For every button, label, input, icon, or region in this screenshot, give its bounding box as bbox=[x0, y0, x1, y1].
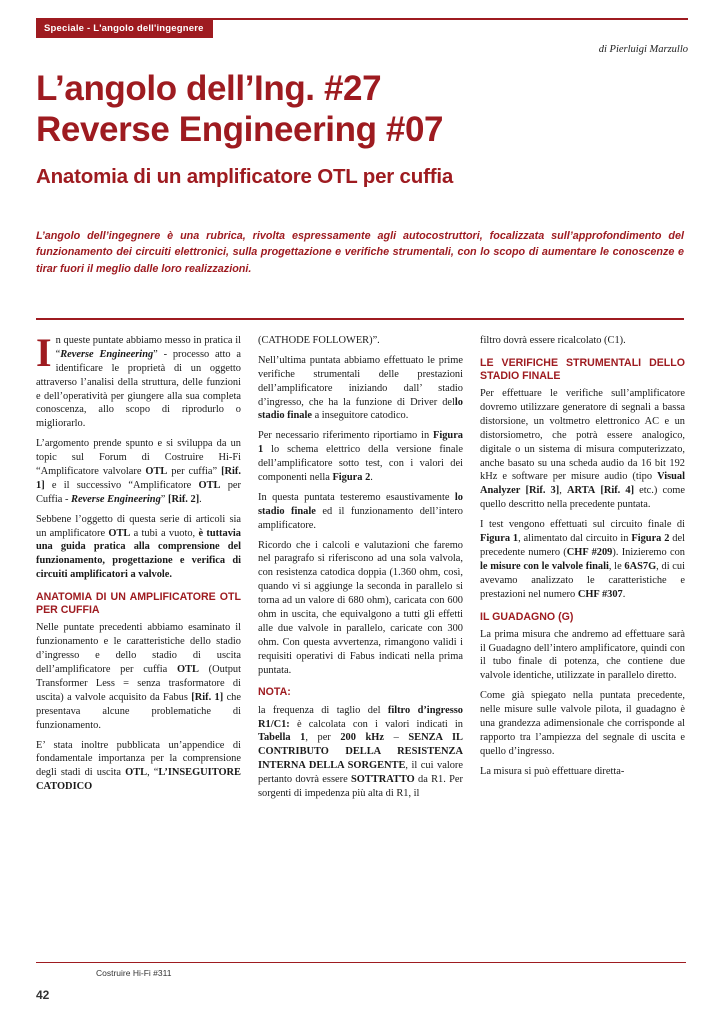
paragraph: La prima misura che andremo ad effettuare sarà il Guadagno dell’intero amplificatore, quindi con il tubo finale di potenza, che contiene due valvole identiche, utilizzate in parallelo diretto. bbox=[480, 628, 685, 682]
paragraph: filtro dovrà essere ricalcolato (C1). bbox=[480, 335, 626, 346]
author-byline: di Pierluigi Marzullo bbox=[598, 44, 688, 55]
paragraph: L’argomento prende spunto e si sviluppa da un topic sul Forum di Costruire Hi-Fi “Amplificatore valvolare OTL per cuffia” [Rif. 1] e il successivo “Amplificatore OTL per Cuffia - Reverse Engineering” [Rif. 2]. bbox=[36, 438, 241, 505]
magazine-name: Costruire Hi-Fi #311 bbox=[96, 968, 172, 978]
paragraph: Nell’ultima puntata abbiamo effettuato le prime verifiche strumentali delle prestazioni dell’amplificatore iniziando dall’ stadio d’ingresso, che ha la funzione di Driver dello stadio finale a inseguitore catodico. bbox=[258, 354, 463, 422]
page-left-margin bbox=[0, 0, 10, 1024]
paragraph-text: n queste puntate abbiamo messo in pratica il “Reverse Engineering” - processo atto a identificare le proprietà di un oggetto attraverso l’analisi della struttura, delle funzioni e dell’operatività per giungere alla sua completa conoscenza, allo scopo di riprodurlo o migliorarlo. bbox=[36, 335, 241, 430]
paragraph: Per effettuare le verifiche sull’amplificatore dovremo utilizzare generatore di segnali a bassa distorsione, un voltmetro elettronico AC e un distorsiometro, che potrà essere analogico, digitale o un sistema di misura computerizzato, anche basato su una scheda audio da 16 bit 192 kHz e software per misure audio (tipo Visual Analyzer [Rif. 3], ARTA [Rif. 4] etc.) come quello descritto nella precedente puntata. bbox=[480, 388, 685, 511]
column-3 bbox=[480, 334, 685, 956]
title-block bbox=[36, 68, 688, 189]
page-title-line-1: L’angolo dell’Ing. #27 bbox=[36, 69, 382, 108]
section-heading-anatomia: ANATOMIA DI UN AMPLIFICATORE OTL PER CUFFIA bbox=[36, 591, 241, 617]
paragraph: La misura si può effettuare diretta- bbox=[480, 765, 625, 777]
paragraph: In questa puntata testeremo esaustivamente lo stadio finale ed il funzionamento dell’intero amplificatore. bbox=[258, 491, 463, 531]
header-rule bbox=[36, 18, 688, 20]
paragraph: (CATHODE FOLLOWER)”. bbox=[258, 335, 380, 346]
column-1 bbox=[36, 330, 242, 956]
page-header bbox=[36, 18, 688, 40]
standfirst-text: L’angolo dell’ingegnere è una rubrica, rivolta espressamente agli autocostruttori, focalizzata sull’approfondimento del funzionamento dei circuiti elettronici, sulla progettazione e verifiche strumentali, con lo scopo di aumentare le conoscenze e tirar fuori il meglio dalle loro realizzazioni. bbox=[36, 230, 684, 275]
page-number: 42 bbox=[36, 988, 50, 1002]
paragraph: Come già spiegato nella puntata precedente, nelle misure sulle valvole pilota, il guadagno è una grandezza adimensionale che corrisponde al rapporto tra l’ampiezza del segnale di uscita e quello d’ingresso. bbox=[480, 690, 685, 757]
paragraph: Per necessario riferimento riportiamo in Figura 1 lo schema elettrico della versione finale dell’amplificatore sotto test, con i valori dei componenti nella Figura 2. bbox=[258, 430, 463, 484]
paragraph: la frequenza di taglio del filtro d’ingresso R1/C1: è calcolata con i valori indicati in Tabella 1, per 200 kHz – SENZA IL CONTRIBUTO DELLA RESISTENZA INTERNA DELLA SORGENTE, il cui valore pertanto dovrà essere SOTTRATTO da R1. Per sorgenti di impedenza più alta di R1, il bbox=[258, 704, 463, 799]
column-2 bbox=[258, 334, 463, 956]
section-kicker: Speciale - L'angolo dell'ingegnere bbox=[36, 19, 213, 38]
section-heading-guadagno: IL GUADAGNO (G) bbox=[480, 610, 574, 623]
section-heading-verifiche: LE VERIFICHE STRUMENTALI DELLO STADIO FINALE bbox=[480, 356, 685, 383]
paragraph: Ricordo che i calcoli e valutazioni che faremo nel paragrafo si riferiscono ad una sola valvola, con resistenza catodica doppia (1.360 ohm, così, quando vi si aggiunge la seconda in parallelo si torna ad un valore di 680 ohm), caricata con 600 ohm in uscita, che equivalgono a tutti gli effetti alle due valvole in parallelo, caricate con 300 ohm. Con questa avvertenza, rimangono validi i requisiti operativi di Fabus indicati nella prima puntata. bbox=[258, 539, 463, 676]
page-subtitle: Anatomia di un amplificatore OTL per cuffia bbox=[36, 164, 454, 188]
body-columns bbox=[36, 330, 686, 956]
paragraph: E’ stata inoltre pubblicata un’appendice di fondamentale importanza per la comprensione degli stadi di uscita OTL, “L’INSEGUITORE CATODICO bbox=[36, 739, 241, 793]
paragraph: I test vengono effettuati sul circuito finale di Figura 1, alimentato dal circuito in Figura 2 del precedente numero (CHF #209). Inizieremo con le misure con le valvole finali, le 6AS7G, di cui avevamo analizzato le caratteristiche e prestazioni nel numero CHF #307. bbox=[480, 519, 685, 600]
page-title-line-2: Reverse Engineering #07 bbox=[36, 110, 444, 150]
paragraph bbox=[36, 330, 241, 431]
standfirst-rule bbox=[36, 318, 684, 320]
section-heading-nota: NOTA: bbox=[258, 686, 291, 699]
drop-cap: I bbox=[36, 330, 52, 375]
paragraph: Nelle puntate precedenti abbiamo esaminato il funzionamento e le caratteristiche dello stadio d’ingresso e dello stadio di uscita dell’amplificatore per cuffia OTL (Output Transformer Less = senza trasformatore di uscita) a valvole acquisito da Fabus [Rif. 1] che presentava alcune problematiche di funzionamento. bbox=[36, 622, 242, 731]
footer-rule bbox=[36, 962, 686, 963]
paragraph: Sebbene l’oggetto di questa serie di articoli sia un amplificatore OTL a tubi a vuoto, è tuttavia una guida pratica alla comprensione del funzionamento, progettazione e verifica di circuiti amplificatori a valvole. bbox=[36, 513, 241, 581]
